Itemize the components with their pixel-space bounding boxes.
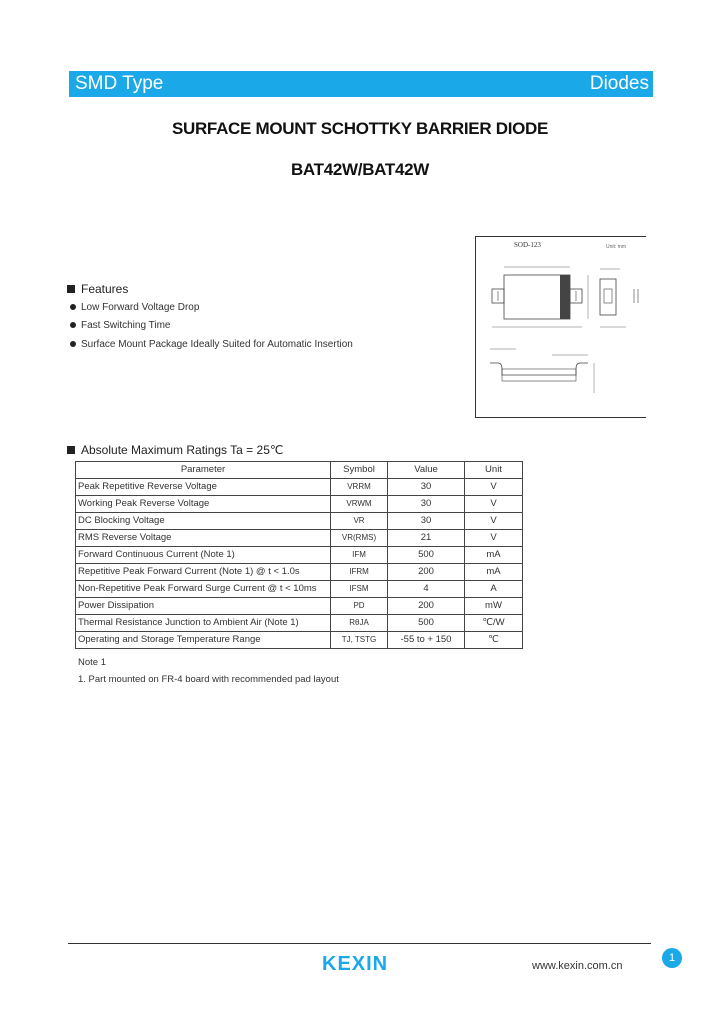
square-bullet-icon — [67, 446, 75, 454]
table-row — [76, 632, 523, 649]
website-link[interactable]: www.kexin.com.cn — [532, 960, 623, 972]
package-unit: Unit: mm — [606, 244, 626, 250]
value-cell: 200 — [388, 598, 465, 615]
table-header-row — [76, 462, 523, 479]
note-line: 1. Part mounted on FR-4 board with recommended pad layout — [78, 674, 339, 685]
value-cell: 500 — [388, 615, 465, 632]
ratings-table — [75, 461, 523, 649]
column-header: Unit — [465, 462, 523, 479]
footer-divider — [68, 943, 651, 944]
square-bullet-icon — [67, 285, 75, 293]
part-number: BAT42W/BAT42W — [290, 160, 430, 179]
table-row — [76, 479, 523, 496]
table-row — [76, 615, 523, 632]
table-row — [76, 564, 523, 581]
unit-cell: V — [465, 496, 523, 513]
table-row — [76, 530, 523, 547]
feature-item: Low Forward Voltage Drop — [70, 302, 199, 313]
table-row — [76, 513, 523, 530]
value-cell: 30 — [388, 479, 465, 496]
table-row — [76, 547, 523, 564]
package-name: SOD-123 — [514, 241, 541, 249]
param-cell: Forward Continuous Current (Note 1) — [76, 547, 331, 564]
column-header: Parameter — [76, 462, 331, 479]
value-cell: 200 — [388, 564, 465, 581]
package-outline-svg — [476, 237, 646, 417]
param-cell: Repetitive Peak Forward Current (Note 1) @ t < 1.0s — [76, 564, 331, 581]
table-row — [76, 496, 523, 513]
unit-cell: V — [465, 479, 523, 496]
page-number-badge: 1 — [662, 948, 682, 968]
unit-cell: ℃/W — [465, 615, 523, 632]
unit-cell: V — [465, 513, 523, 530]
symbol-cell: VR(RMS) — [331, 530, 388, 547]
value-cell: 30 — [388, 496, 465, 513]
column-header: Symbol — [331, 462, 388, 479]
kexin-logo: KEXIN — [322, 953, 389, 975]
bullet-icon — [70, 341, 76, 347]
symbol-cell: VR — [331, 513, 388, 530]
unit-cell: A — [465, 581, 523, 598]
product-category: Diodes — [589, 73, 649, 94]
value-cell: 4 — [388, 581, 465, 598]
symbol-cell: IFSM — [331, 581, 388, 598]
feature-item: Fast Switching Time — [70, 320, 170, 331]
symbol-cell: TJ, TSTG — [331, 632, 388, 649]
param-cell: Operating and Storage Temperature Range — [76, 632, 331, 649]
unit-cell: V — [465, 530, 523, 547]
value-cell: 500 — [388, 547, 465, 564]
symbol-cell: IFRM — [331, 564, 388, 581]
bullet-icon — [70, 322, 76, 328]
value-cell: -55 to + 150 — [388, 632, 465, 649]
note-title: Note 1 — [78, 657, 106, 668]
page-title: SURFACE MOUNT SCHOTTKY BARRIER DIODE — [171, 119, 549, 138]
unit-cell: mA — [465, 547, 523, 564]
unit-cell: mW — [465, 598, 523, 615]
param-cell: Thermal Resistance Junction to Ambient Air (Note 1) — [76, 615, 331, 632]
product-type: SMD Type — [75, 73, 164, 94]
column-header: Value — [388, 462, 465, 479]
symbol-cell: IFM — [331, 547, 388, 564]
symbol-cell: RθJA — [331, 615, 388, 632]
ratings-heading: Absolute Maximum Ratings Ta = 25℃ — [67, 443, 283, 457]
unit-cell: mA — [465, 564, 523, 581]
param-cell: Working Peak Reverse Voltage — [76, 496, 331, 513]
param-cell: Peak Repetitive Reverse Voltage — [76, 479, 331, 496]
symbol-cell: VRRM — [331, 479, 388, 496]
param-cell: RMS Reverse Voltage — [76, 530, 331, 547]
feature-item: Surface Mount Package Ideally Suited for Automatic Insertion — [70, 339, 353, 350]
table-row — [76, 581, 523, 598]
table-row — [76, 598, 523, 615]
param-cell: DC Blocking Voltage — [76, 513, 331, 530]
package-drawing — [475, 236, 646, 418]
value-cell: 21 — [388, 530, 465, 547]
value-cell: 30 — [388, 513, 465, 530]
bullet-icon — [70, 304, 76, 310]
header-banner — [69, 71, 653, 97]
param-cell: Power Dissipation — [76, 598, 331, 615]
symbol-cell: PD — [331, 598, 388, 615]
unit-cell: ℃ — [465, 632, 523, 649]
features-heading: Features — [67, 282, 128, 296]
symbol-cell: VRWM — [331, 496, 388, 513]
param-cell: Non-Repetitive Peak Forward Surge Current @ t < 10ms — [76, 581, 331, 598]
